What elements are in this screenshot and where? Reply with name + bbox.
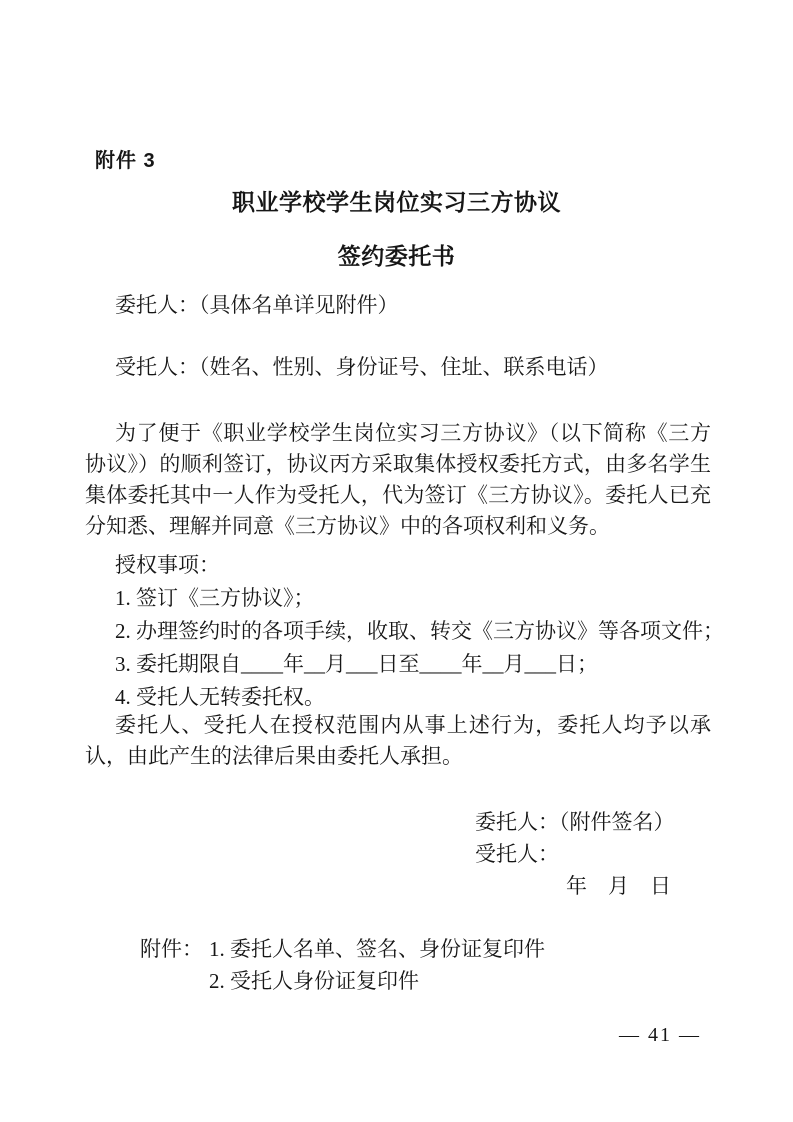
- attachments-note-label: 附件：: [140, 937, 203, 961]
- trustee-line: 受托人：（姓名、性别、身份证号、住址、联系电话）: [115, 355, 609, 379]
- authorization-section: [115, 549, 724, 714]
- signature-principal-line: 委托人：（附件签名）: [475, 810, 675, 834]
- signature-date-line: 年 月 日: [566, 874, 671, 898]
- authorization-item-2: 2. 办理签约时的各项手续，收取、转交《三方协议》等各项文件；: [115, 619, 724, 643]
- attachments-note-items: [209, 933, 545, 997]
- authorization-item-1: 1. 签订《三方协议》；: [115, 586, 315, 610]
- attachment-label: 附件 3: [95, 150, 156, 172]
- authorization-heading: 授权事项：: [115, 553, 220, 577]
- document-subtitle: 签约委托书: [337, 243, 456, 269]
- intro-paragraph: 为了便于《职业学校学生岗位实习三方协议》（以下简称《三方协议》）的顺利签订，协议丙方采取集体授权委托方式，由多名学生集体委托其中一人作为受托人，代为签订《三方协议》。委托人已充分知悉、理解并同意《三方协议》中的各项权利和义务。: [85, 421, 711, 538]
- authorization-item-3: 3. 委托期限自____年__月___日至____年__月___日；: [115, 652, 598, 676]
- page-number: — 41 —: [619, 1024, 701, 1046]
- document-title: 职业学校学生岗位实习三方协议: [232, 189, 561, 215]
- attachments-note: [140, 933, 545, 997]
- principal-line: 委托人：（具体名单详见附件）: [115, 293, 399, 317]
- closing-paragraph: 委托人、受托人在授权范围内从事上述行为，委托人均予以承认，由此产生的法律后果由委托人承担。: [85, 713, 711, 768]
- attachments-note-item-2: 2. 受托人身份证复印件: [209, 969, 419, 993]
- signature-trustee-line: 受托人：: [475, 842, 559, 866]
- authorization-item-4: 4. 受托人无转委托权。: [115, 685, 325, 709]
- attachments-note-item-1: 1. 委托人名单、签名、身份证复印件: [209, 937, 545, 961]
